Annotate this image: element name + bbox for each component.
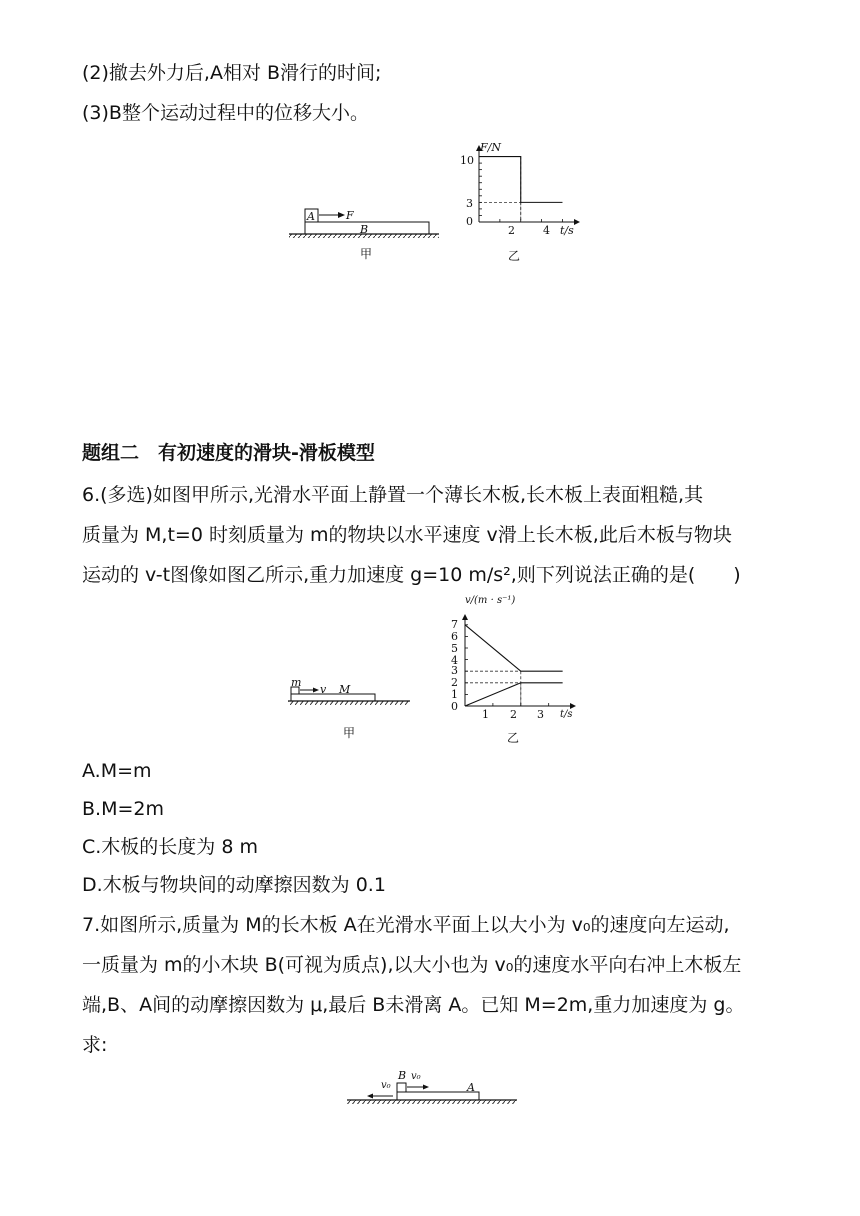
option-b: B.M=2m (82, 798, 164, 820)
label-v0-left: v₀ (381, 1080, 391, 1091)
problem5-figure-yi (455, 140, 595, 265)
problem7-line-1: 7.如图所示,质量为 M的长木板 A在光滑水平面上以大小为 v₀的速度向左运动, (82, 914, 730, 936)
right-velocity-arrow-head (423, 1085, 429, 1090)
problem6-line-3: 运动的 v-t图像如图乙所示,重力加速度 g=10 m/s²,则下列说法正确的是( ) (82, 564, 741, 586)
problem7-figure (345, 1065, 520, 1110)
problem7-line-4: 求: (82, 1034, 108, 1056)
problem6-figure-yi (440, 588, 590, 748)
label-M: M (339, 683, 351, 696)
ytick-3: 3 (466, 197, 473, 210)
problem5-question-2: (2)撤去外力后,A相对 B滑行的时间; (82, 62, 382, 84)
caption-jia: 甲 (360, 247, 373, 261)
y-axis-arrow (462, 614, 468, 620)
xtick-2: 2 (510, 708, 517, 721)
label-m: m (291, 676, 302, 689)
problem7-line-3: 端,B、A间的动摩擦因数为 μ,最后 B未滑离 A。已知 M=2m,重力加速度为 g。 (82, 994, 745, 1016)
force-arrow-head (338, 212, 345, 218)
label-b: B (398, 1069, 407, 1082)
problem6-figure-jia (285, 675, 415, 745)
ytick-10: 10 (460, 154, 474, 167)
problem7-line-2: 一质量为 m的小木块 B(可视为质点),以大小也为 v₀的速度水平向右冲上木板左 (82, 954, 742, 976)
velocity-time-chart (462, 614, 576, 709)
ytick-5: 5 (451, 642, 458, 655)
caption-yi: 乙 (508, 249, 521, 263)
option-d: D.木板与物块间的动摩擦因数为 0.1 (82, 874, 386, 896)
caption-yi: 乙 (507, 731, 520, 745)
xtick-3: 3 (537, 708, 544, 721)
ytick-0: 0 (451, 700, 458, 713)
force-time-chart (476, 145, 580, 225)
caption-jia: 甲 (343, 726, 356, 740)
velocity-arrow-head (313, 688, 319, 693)
chart-xlabel: t/s (560, 224, 574, 237)
problem5-question-3: (3)B整个运动过程中的位移大小。 (82, 102, 369, 124)
series-line-1 (465, 625, 563, 671)
label-f: F (346, 209, 354, 222)
label-a: A (467, 1081, 475, 1094)
problem6-line-1: 6.(多选)如图甲所示,光滑水平面上静置一个薄长木板,长木板上表面粗糙,其 (82, 484, 704, 506)
chart-ylabel: v/(m · s⁻¹) (465, 595, 516, 606)
left-velocity-arrow-head (367, 1094, 373, 1099)
label-v0-right: v₀ (411, 1071, 421, 1082)
ytick-1: 1 (451, 688, 458, 701)
label-a: A (307, 210, 315, 223)
series-line-1 (479, 157, 562, 203)
chart-xlabel: t/s (560, 709, 573, 720)
ytick-0: 0 (466, 215, 473, 228)
ytick-6: 6 (451, 630, 458, 643)
problem5-figure-jia (285, 200, 445, 270)
chart-ylabel: F/N (480, 141, 501, 154)
block-b (397, 1083, 406, 1092)
ytick-2: 2 (451, 676, 458, 689)
series-line-2 (465, 683, 563, 706)
ytick-4: 4 (451, 654, 458, 667)
option-a: A.M=m (82, 760, 152, 782)
section-heading: 题组二 有初速度的滑块-滑板模型 (82, 442, 375, 464)
ytick-7: 7 (451, 618, 458, 631)
ytick-3: 3 (451, 664, 458, 677)
xtick-2: 2 (508, 224, 515, 237)
problem6-line-2: 质量为 M,t=0 时刻质量为 m的物块以水平速度 v滑上长木板,此后木板与物块 (82, 524, 732, 546)
xtick-4: 4 (543, 224, 550, 237)
label-b: B (360, 223, 369, 236)
label-v: v (320, 683, 327, 696)
board-m-large (291, 694, 375, 701)
x-axis-arrow (574, 219, 580, 225)
option-c: C.木板的长度为 8 m (82, 836, 258, 858)
xtick-1: 1 (482, 708, 489, 721)
